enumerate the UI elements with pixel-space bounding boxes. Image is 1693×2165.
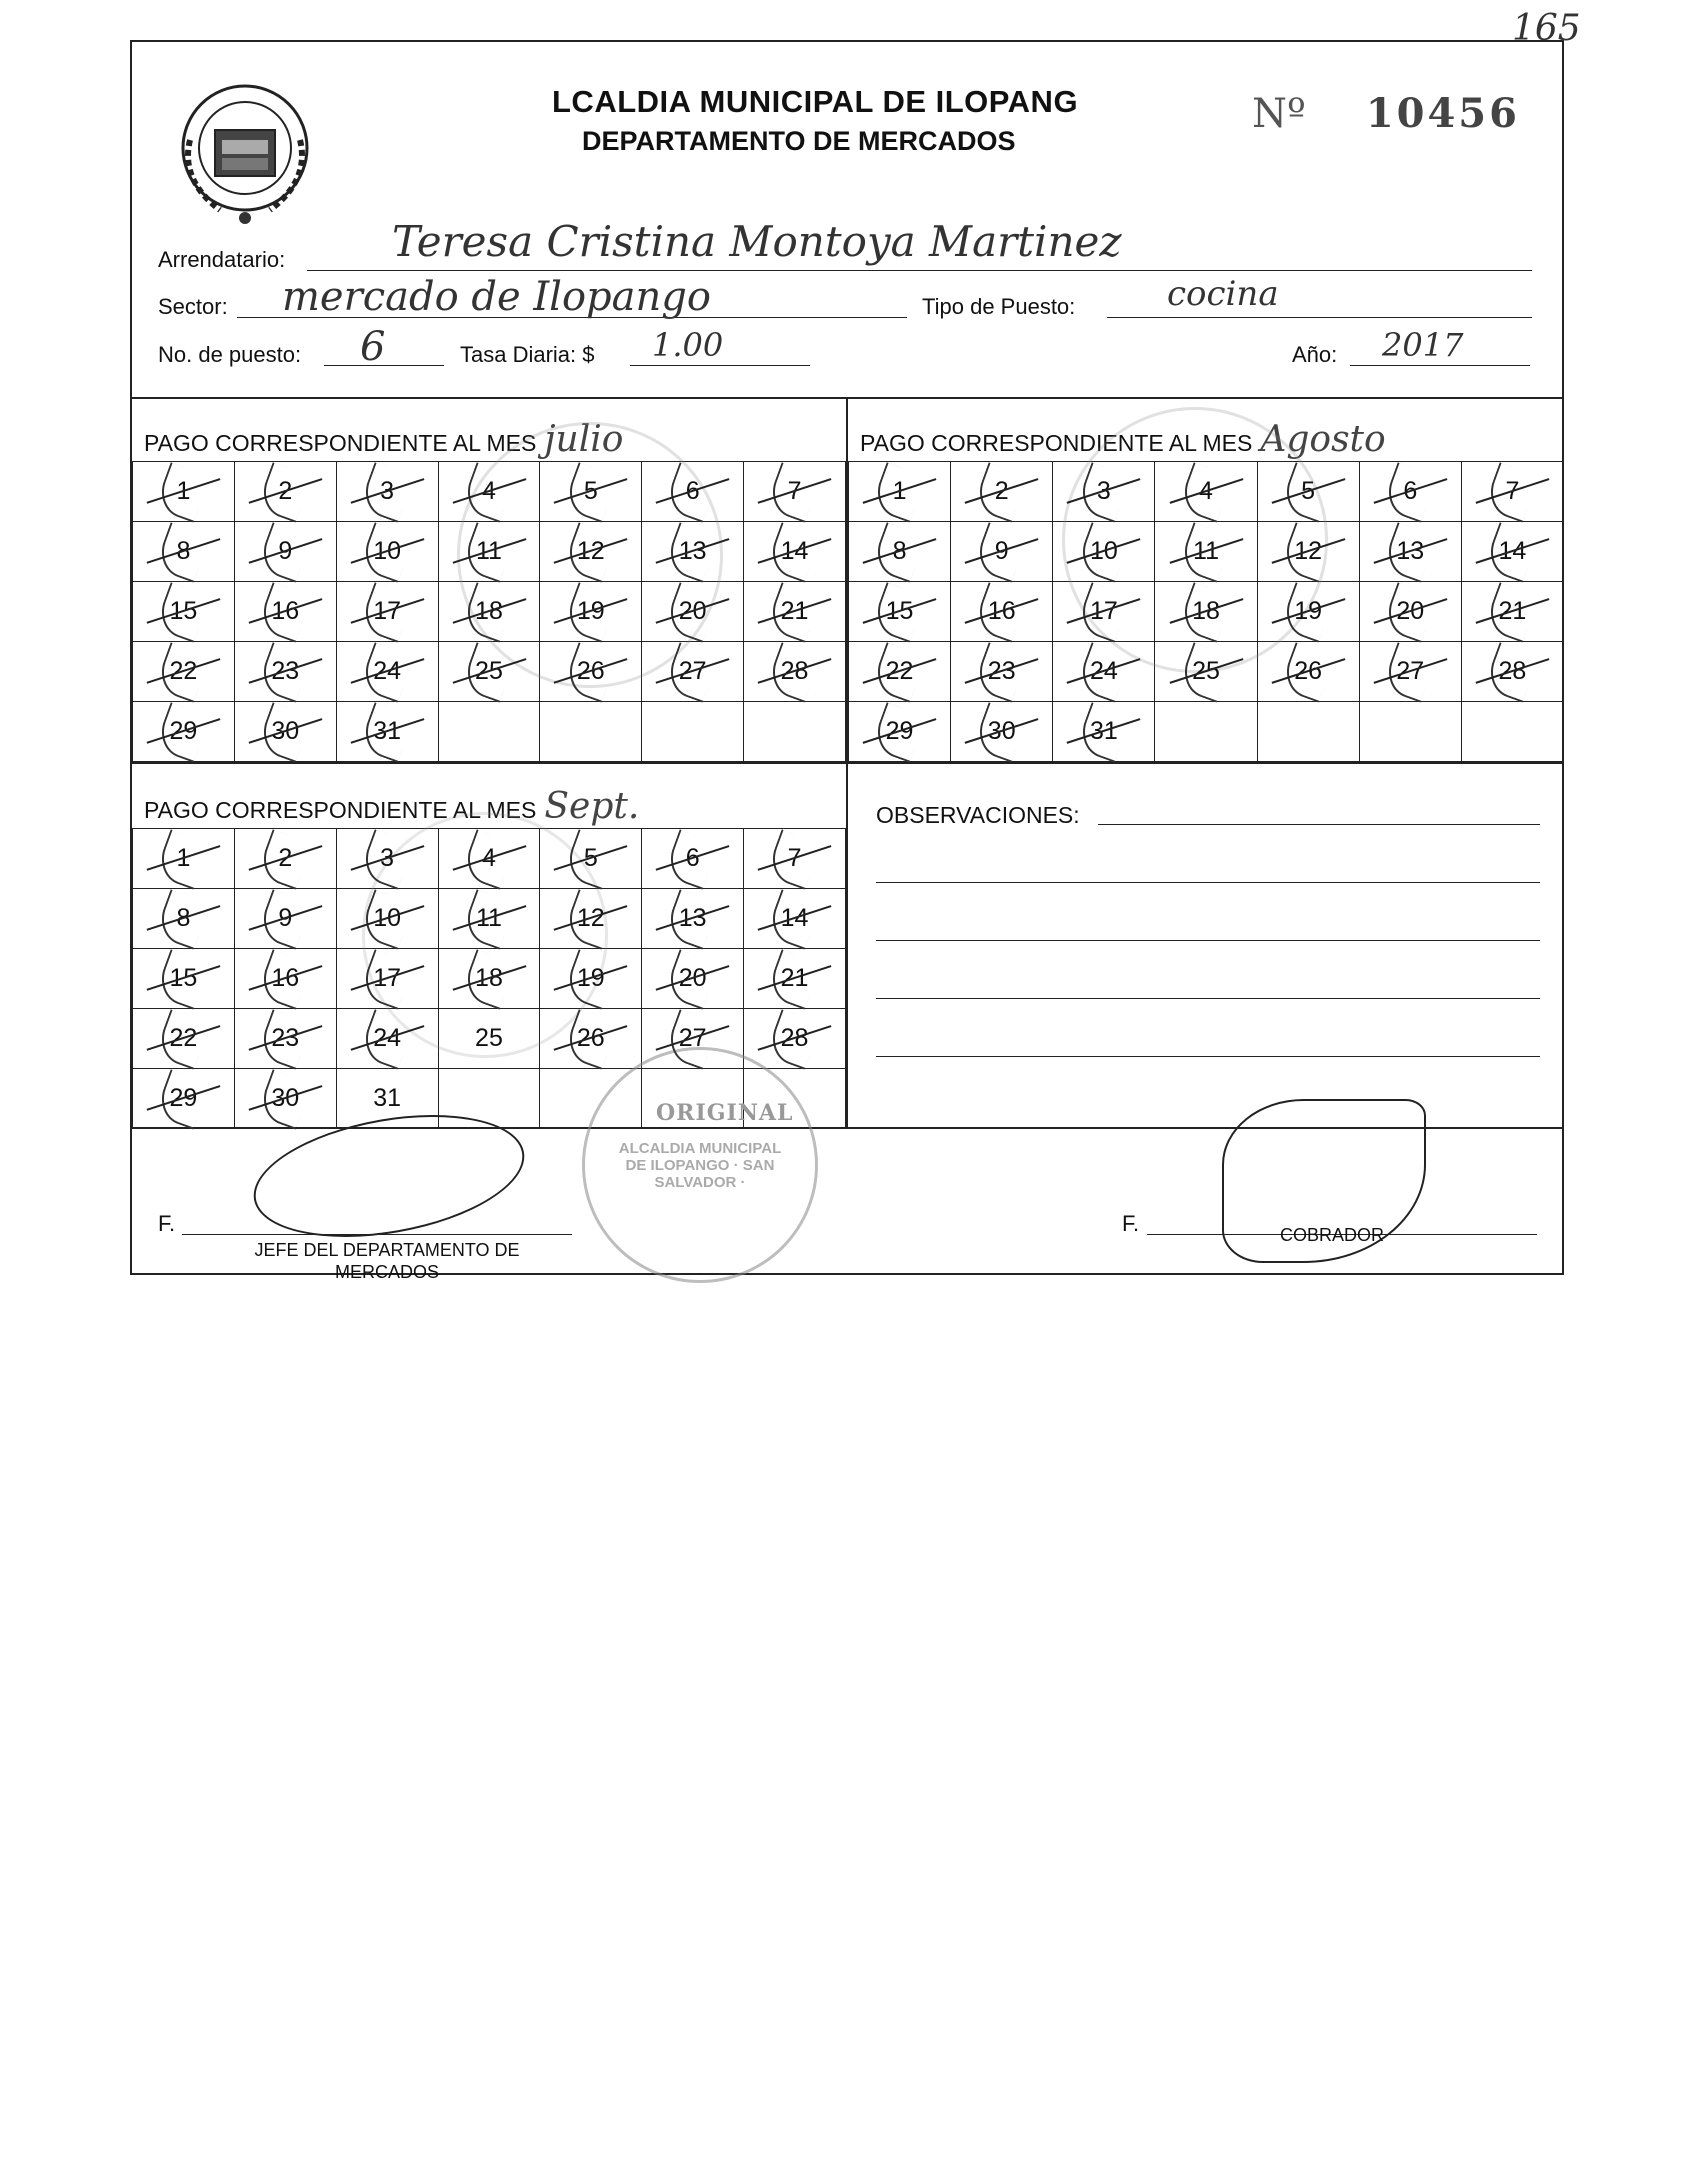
day-cell[interactable]: 8	[133, 522, 235, 582]
month-block-title	[144, 786, 639, 827]
day-cell[interactable]: 8	[849, 522, 951, 582]
day-cell[interactable]: 24	[336, 1009, 438, 1069]
day-cell[interactable]: 30	[234, 1069, 336, 1129]
day-cell[interactable]: 24	[1053, 642, 1155, 702]
day-cell[interactable]: 10	[336, 522, 438, 582]
day-cell[interactable]: 15	[849, 582, 951, 642]
day-cell[interactable]: 27	[642, 642, 744, 702]
arrendatario-label: Arrendatario:	[158, 247, 286, 272]
day-cell[interactable]: 5	[540, 462, 642, 522]
day-cell[interactable]: 23	[234, 1009, 336, 1069]
day-cell[interactable]: 3	[336, 462, 438, 522]
day-cell[interactable]: 25	[438, 1009, 540, 1069]
day-cell[interactable]: 7	[1461, 462, 1563, 522]
day-cell[interactable]: 29	[849, 702, 951, 762]
municipal-stamp	[582, 1047, 818, 1283]
puesto-label: No. de puesto:	[158, 342, 302, 367]
table-row	[849, 702, 1564, 762]
observaciones-line[interactable]	[876, 1056, 1540, 1057]
day-cell-empty	[642, 702, 744, 762]
day-cell-empty	[540, 702, 642, 762]
table-row	[133, 642, 846, 702]
receipt-number	[1252, 90, 1520, 137]
table-row	[133, 889, 846, 949]
payment-form	[130, 40, 1564, 1282]
day-cell[interactable]: 13	[642, 522, 744, 582]
block-title-text: PAGO CORRESPONDIENTE AL MES	[144, 430, 537, 456]
observaciones-line[interactable]	[1098, 824, 1540, 825]
table-row	[133, 462, 846, 522]
stamp-text: ALCALDIA MUNICIPAL DE ILOPANGO · SAN SALVADOR ·	[618, 1139, 782, 1191]
form-header	[132, 42, 1562, 399]
month-block-julio	[132, 397, 848, 762]
month-name: Sept.	[544, 786, 640, 827]
day-grid	[848, 461, 1564, 762]
day-cell[interactable]: 3	[336, 829, 438, 889]
day-cell[interactable]: 24	[336, 642, 438, 702]
tasa-line	[630, 365, 810, 366]
anio-label: Año:	[1292, 342, 1338, 367]
day-cell[interactable]: 9	[234, 522, 336, 582]
day-cell-empty	[1257, 702, 1359, 762]
anio-line	[1350, 365, 1530, 366]
sector-value: mercado de Ilopango	[282, 274, 711, 320]
observaciones-line[interactable]	[876, 882, 1540, 883]
block-title-text: PAGO CORRESPONDIENTE AL MES	[144, 797, 537, 823]
day-cell[interactable]: 15	[133, 949, 235, 1009]
number-value: 10456	[1365, 90, 1520, 137]
day-cell[interactable]: 28	[1461, 642, 1563, 702]
observaciones-block	[848, 762, 1564, 1127]
day-cell[interactable]: 11	[438, 522, 540, 582]
day-cell[interactable]: 10	[336, 889, 438, 949]
observaciones-line[interactable]	[876, 998, 1540, 999]
table-row	[133, 949, 846, 1009]
day-cell[interactable]: 13	[1359, 522, 1461, 582]
day-cell[interactable]: 31	[336, 1069, 438, 1129]
tipo-line	[1107, 317, 1532, 318]
arrendatario-line	[307, 270, 1532, 271]
day-cell[interactable]: 6	[642, 462, 744, 522]
jefe-caption: JEFE DEL DEPARTAMENTO DE MERCADOS	[254, 1240, 520, 1282]
cobrador-caption: COBRADOR	[1279, 1225, 1384, 1245]
day-cell[interactable]: 1	[849, 462, 951, 522]
day-cell[interactable]: 12	[540, 522, 642, 582]
day-cell[interactable]: 26	[540, 642, 642, 702]
municipal-seal-icon	[170, 70, 320, 230]
number-label: Nº	[1252, 91, 1306, 137]
day-cell[interactable]: 16	[234, 949, 336, 1009]
tasa-label: Tasa Diaria: $	[460, 342, 595, 367]
day-cell-empty	[1155, 702, 1257, 762]
day-cell[interactable]: 27	[642, 1009, 744, 1069]
day-cell[interactable]: 9	[234, 889, 336, 949]
day-cell[interactable]: 19	[540, 949, 642, 1009]
day-cell[interactable]: 16	[951, 582, 1053, 642]
day-cell[interactable]: 31	[1053, 702, 1155, 762]
table-row	[849, 462, 1564, 522]
day-cell[interactable]: 6	[1359, 462, 1461, 522]
day-cell[interactable]: 18	[438, 949, 540, 1009]
block-title-text: PAGO CORRESPONDIENTE AL MES	[860, 430, 1253, 456]
day-cell[interactable]: 16	[234, 582, 336, 642]
day-cell[interactable]: 18	[1155, 582, 1257, 642]
day-cell[interactable]: 4	[1155, 462, 1257, 522]
table-row	[849, 522, 1564, 582]
arrendatario-value: Teresa Cristina Montoya Martinez	[392, 217, 1122, 266]
puesto-value: 6	[360, 324, 386, 370]
month-name: Agosto	[1260, 419, 1386, 460]
original-stamp: ORIGINAL	[656, 1100, 794, 1126]
day-cell[interactable]: 6	[642, 829, 744, 889]
day-cell[interactable]: 23	[234, 642, 336, 702]
day-cell[interactable]: 29	[133, 1069, 235, 1129]
day-cell[interactable]: 19	[1257, 582, 1359, 642]
document-subtitle: DEPARTAMENTO DE MERCADOS	[582, 126, 1016, 156]
day-cell[interactable]: 22	[133, 642, 235, 702]
sector-label: Sector:	[158, 294, 228, 319]
day-cell[interactable]: 15	[133, 582, 235, 642]
day-cell[interactable]: 28	[744, 642, 846, 702]
f-right-label: F.	[1122, 1211, 1140, 1236]
day-cell[interactable]: 2	[234, 829, 336, 889]
day-cell[interactable]: 14	[744, 522, 846, 582]
day-cell[interactable]: 11	[438, 889, 540, 949]
day-cell-empty	[744, 702, 846, 762]
day-cell[interactable]: 13	[642, 889, 744, 949]
signature-footer	[132, 1127, 1562, 1282]
day-cell[interactable]: 12	[1257, 522, 1359, 582]
day-cell[interactable]: 31	[336, 702, 438, 762]
table-row	[133, 582, 846, 642]
day-cell-empty	[438, 702, 540, 762]
day-cell[interactable]: 29	[133, 702, 235, 762]
day-cell[interactable]: 5	[1257, 462, 1359, 522]
day-cell[interactable]: 14	[744, 889, 846, 949]
day-cell[interactable]: 1	[133, 829, 235, 889]
tasa-value: 1.00	[652, 326, 724, 364]
day-cell[interactable]: 30	[234, 702, 336, 762]
day-cell[interactable]: 4	[438, 829, 540, 889]
day-cell[interactable]: 17	[1053, 582, 1155, 642]
day-cell[interactable]: 21	[1461, 582, 1563, 642]
day-cell[interactable]: 2	[234, 462, 336, 522]
day-cell[interactable]: 8	[133, 889, 235, 949]
day-cell[interactable]: 26	[1257, 642, 1359, 702]
tipo-label: Tipo de Puesto:	[922, 294, 1076, 319]
day-cell[interactable]: 3	[1053, 462, 1155, 522]
document-title: LCALDIA MUNICIPAL DE ILOPANG	[552, 84, 1079, 119]
day-cell[interactable]: 25	[438, 642, 540, 702]
day-cell[interactable]: 22	[849, 642, 951, 702]
day-cell[interactable]: 7	[744, 829, 846, 889]
day-cell[interactable]: 10	[1053, 522, 1155, 582]
day-cell[interactable]: 7	[744, 462, 846, 522]
day-cell[interactable]: 20	[1359, 582, 1461, 642]
day-cell[interactable]: 23	[951, 642, 1053, 702]
day-cell[interactable]: 19	[540, 582, 642, 642]
day-grid	[132, 461, 846, 762]
day-cell[interactable]: 4	[438, 462, 540, 522]
anio-value: 2017	[1382, 326, 1464, 364]
day-cell[interactable]: 22	[133, 1009, 235, 1069]
observaciones-label: OBSERVACIONES:	[876, 802, 1080, 828]
day-cell[interactable]: 26	[540, 1009, 642, 1069]
day-cell[interactable]: 5	[540, 829, 642, 889]
day-cell[interactable]: 2	[951, 462, 1053, 522]
page-number: 165	[1512, 8, 1581, 49]
day-cell-empty	[1359, 702, 1461, 762]
month-name: julio	[544, 419, 624, 460]
table-row	[133, 702, 846, 762]
table-row	[133, 829, 846, 889]
day-cell[interactable]: 18	[438, 582, 540, 642]
day-cell[interactable]: 17	[336, 949, 438, 1009]
day-cell[interactable]: 21	[744, 582, 846, 642]
f-left-label: F.	[158, 1211, 176, 1236]
day-cell[interactable]: 12	[540, 889, 642, 949]
day-cell[interactable]: 25	[1155, 642, 1257, 702]
day-cell[interactable]: 21	[744, 949, 846, 1009]
day-cell[interactable]: 27	[1359, 642, 1461, 702]
day-cell[interactable]: 9	[951, 522, 1053, 582]
day-cell[interactable]: 1	[133, 462, 235, 522]
day-cell-empty	[1461, 702, 1563, 762]
table-row	[849, 582, 1564, 642]
tipo-value: cocina	[1167, 274, 1279, 314]
day-cell[interactable]: 11	[1155, 522, 1257, 582]
day-cell[interactable]: 20	[642, 582, 744, 642]
day-cell[interactable]: 20	[642, 949, 744, 1009]
observaciones-line[interactable]	[876, 940, 1540, 941]
day-cell[interactable]: 14	[1461, 522, 1563, 582]
day-cell[interactable]: 30	[951, 702, 1053, 762]
table-row	[133, 522, 846, 582]
table-row	[849, 642, 1564, 702]
day-cell[interactable]: 17	[336, 582, 438, 642]
day-cell[interactable]: 28	[744, 1009, 846, 1069]
